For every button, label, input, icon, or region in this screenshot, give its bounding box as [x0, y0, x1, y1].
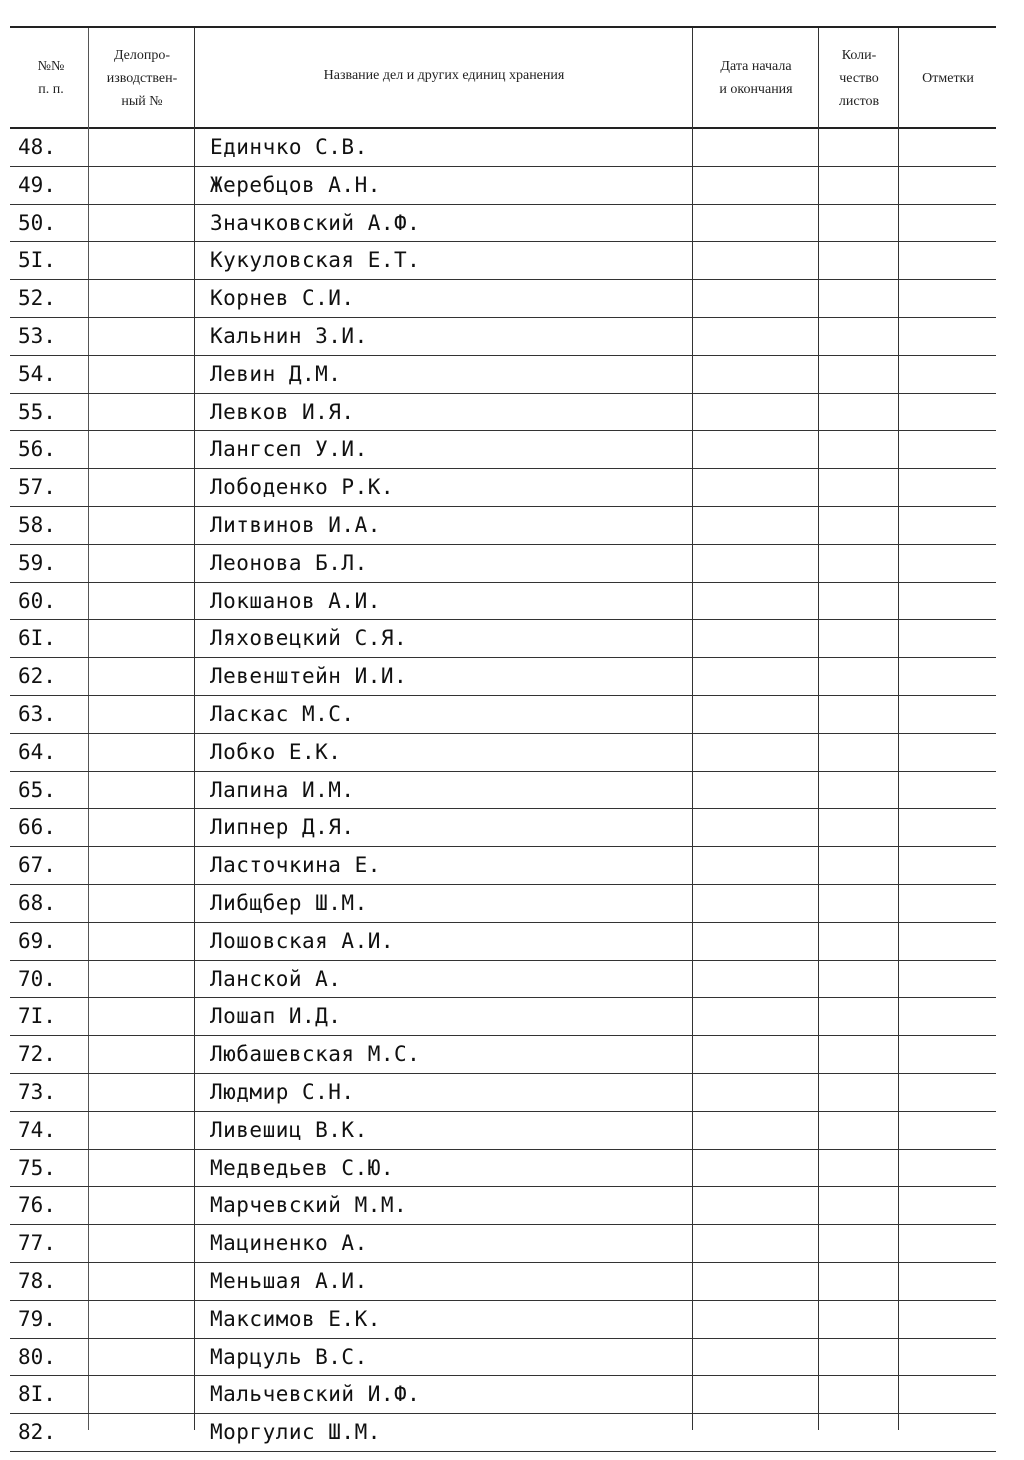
table-row [10, 1036, 996, 1074]
row-number: 62. [18, 664, 56, 689]
row-number: 76. [18, 1193, 56, 1218]
row-title: Левин Д.М. [210, 361, 342, 386]
row-title: Мальчевский И.Ф. [210, 1382, 421, 1407]
row-title: Ляховецкий С.Я. [210, 626, 408, 651]
row-number: 48. [18, 135, 56, 159]
row-title: Значковский А.Ф. [210, 210, 421, 235]
table-row [10, 847, 996, 885]
row-title: Кукуловская Е.Т. [210, 248, 421, 273]
table-row [10, 469, 996, 507]
table-row [10, 1263, 996, 1301]
header-title: Название дел и других единиц хранения [323, 68, 565, 83]
row-title: Марцуль В.С. [210, 1344, 368, 1369]
row-title: Марчевский М.М. [210, 1193, 408, 1218]
header-num: №№ п. п. [37, 59, 65, 97]
row-title: Корнев С.И. [210, 286, 355, 311]
row-number: 78. [18, 1269, 56, 1293]
row-number: 68. [18, 891, 56, 915]
row-number: 53. [18, 324, 56, 348]
table-row [10, 734, 996, 772]
row-number: 6I. [18, 626, 56, 651]
header-top-rule [10, 26, 996, 28]
table-row [10, 1301, 996, 1339]
row-number: 54. [18, 361, 56, 386]
row-number: 49. [18, 172, 56, 197]
row-title: Лободенко Р.К. [210, 475, 395, 500]
row-number: 77. [18, 1231, 56, 1256]
table-row [10, 961, 996, 999]
table-row [10, 1339, 996, 1377]
table-row [10, 1150, 996, 1188]
row-title: Мациненко А. [210, 1231, 368, 1256]
row-title: Локшанов А.И. [210, 588, 381, 613]
table-row [10, 1074, 996, 1112]
row-title: Моргулис Ш.М. [210, 1420, 381, 1445]
table-row [10, 923, 996, 961]
table-row [10, 431, 996, 469]
row-title: Лошап И.Д. [210, 1004, 342, 1029]
row-title: Медведьев С.Ю. [210, 1155, 395, 1180]
row-title: Любашевская М.С. [210, 1042, 421, 1067]
table-row [10, 998, 996, 1036]
table-row [10, 696, 996, 734]
row-number: 58. [18, 513, 56, 537]
table-row [10, 1414, 996, 1452]
row-title: Ливешиц В.К. [210, 1117, 368, 1142]
row-title: Лобко Е.К. [210, 739, 342, 764]
row-title: Жеребцов А.Н. [210, 172, 381, 197]
row-title: Ласкас М.С. [210, 702, 355, 726]
table-row [10, 1376, 996, 1414]
table-row [10, 507, 996, 545]
row-title: Лапина И.М. [210, 777, 355, 802]
row-number: 57. [18, 475, 56, 500]
row-title: Леонова Б.Л. [210, 550, 368, 575]
table-row [10, 658, 996, 696]
row-number: 60. [18, 588, 56, 613]
row-title: Меньшая А.И. [210, 1269, 368, 1293]
row-number: 55. [18, 399, 56, 424]
row-number: 69. [18, 928, 56, 953]
header-office-number: Делопро- изводствен- ный № [106, 47, 178, 109]
row-number: 63. [18, 702, 56, 726]
table-row [10, 1187, 996, 1225]
row-title: Ласточкина Е. [210, 853, 381, 878]
row-number: 75. [18, 1155, 56, 1180]
row-number: 59. [18, 550, 56, 575]
row-number: 5I. [18, 248, 56, 273]
row-number: 79. [18, 1306, 56, 1331]
table-row [10, 583, 996, 621]
row-number: 56. [18, 437, 56, 462]
row-number: 73. [18, 1080, 56, 1104]
row-title: Единчко С.В. [210, 135, 368, 159]
table-row [10, 356, 996, 394]
row-number: 7I. [18, 1004, 56, 1029]
row-title: Литвинов И.А. [210, 513, 381, 537]
header-notes: Отметки [922, 70, 974, 86]
row-title: Людмир С.Н. [210, 1080, 355, 1104]
table-row [10, 129, 996, 167]
row-title: Липнер Д.Я. [210, 815, 355, 840]
table-row [10, 772, 996, 810]
table-row [10, 885, 996, 923]
table-row [10, 318, 996, 356]
row-number: 52. [18, 286, 56, 311]
row-title: Ланской А. [210, 966, 342, 991]
row-title: Левенштейн И.И. [210, 664, 408, 689]
table-row [10, 394, 996, 432]
row-title: Максимов Е.К. [210, 1306, 381, 1331]
row-title: Лошовская А.И. [210, 928, 395, 953]
row-number: 8I. [18, 1382, 56, 1407]
row-title: Кальнин З.И. [210, 324, 368, 348]
table-row [10, 1112, 996, 1150]
table-row [10, 280, 996, 318]
table-row [10, 167, 996, 205]
row-number: 67. [18, 853, 56, 878]
table-row [10, 242, 996, 280]
row-number: 72. [18, 1042, 56, 1067]
header-sheets: Коли- чество листов [838, 47, 880, 109]
table-row [10, 620, 996, 658]
table-row [10, 809, 996, 847]
row-title: Либщбер Ш.М. [210, 891, 368, 915]
table-row [10, 205, 996, 243]
row-number: 50. [18, 210, 56, 235]
row-number: 82. [18, 1420, 56, 1445]
row-number: 70. [18, 966, 56, 991]
row-number: 64. [18, 739, 56, 764]
row-number: 74. [18, 1117, 56, 1142]
table-row [10, 545, 996, 583]
header-dates: Дата начала и окончания [719, 59, 793, 97]
row-title: Левков И.Я. [210, 399, 355, 424]
row-number: 80. [18, 1344, 56, 1369]
row-title: Лангсеп У.И. [210, 437, 368, 462]
row-number: 65. [18, 777, 56, 802]
table-row [10, 1225, 996, 1263]
row-number: 66. [18, 815, 56, 840]
